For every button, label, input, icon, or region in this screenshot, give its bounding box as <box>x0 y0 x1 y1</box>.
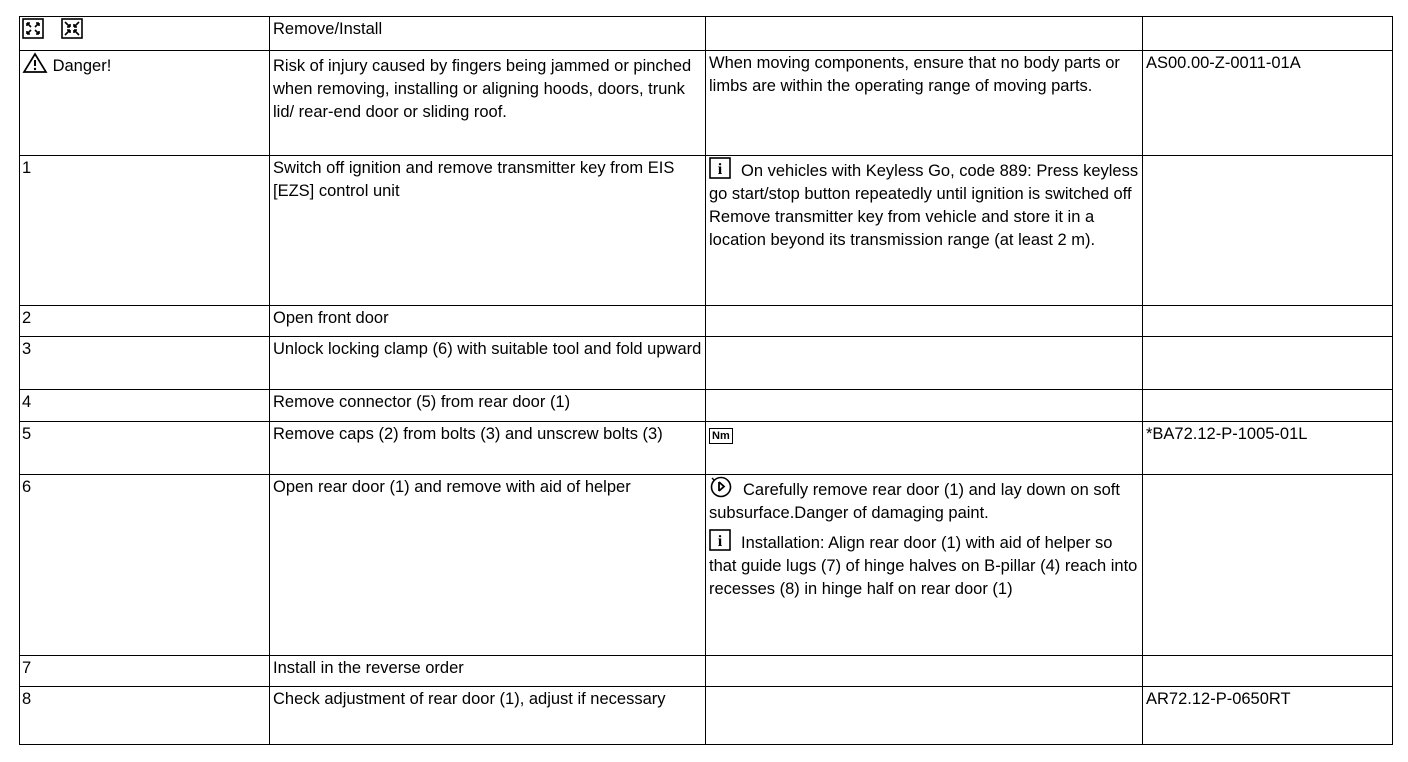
step-text: Remove caps (2) from bolts (3) and unscrew bolts (3) <box>270 422 706 475</box>
info-icon <box>709 529 731 551</box>
step-text: Switch off ignition and remove transmitter key from EIS [EZS] control unit <box>270 156 706 306</box>
table-row <box>20 687 1393 745</box>
step-note: i On vehicles with Keyless Go, code 889: Press keyless go start/stop button repeatedly until ignition is switched off Remove transmitter key from vehicle and store it in a location beyond its transmission range (at least 2 m). <box>706 156 1143 306</box>
table-row <box>20 337 1393 390</box>
danger-text: Risk of injury caused by fingers being jammed or pinched when removing, installing or aligning hoods, doors, trunk lid/ rear-end door or sliding roof. <box>270 51 706 156</box>
step-text: Open front door <box>270 306 706 337</box>
step-text: Check adjustment of rear door (1), adjust if necessary <box>270 687 706 745</box>
table-row <box>20 422 1393 475</box>
danger-row <box>20 51 1393 156</box>
header-row <box>20 17 1393 51</box>
step-number: 7 <box>20 656 270 687</box>
step-number: 1 <box>20 156 270 306</box>
step-number: 3 <box>20 337 270 390</box>
procedure-table <box>19 16 1393 745</box>
step-text: Install in the reverse order <box>270 656 706 687</box>
warning-triangle-icon <box>22 52 48 74</box>
step-note: Carefully remove rear door (1) and lay down on soft subsurface.Danger of damaging paint. i Installation: Align rear door (1) with aid of helper so that guide lugs (7) of hinge halves on B-pillar (4) reach into recesses (8) in hinge half on rear door (1) <box>706 475 1143 656</box>
caution-icon <box>709 476 733 498</box>
step-note <box>706 422 1143 475</box>
info-icon <box>709 157 731 179</box>
danger-label: Danger! <box>52 57 112 75</box>
table-row <box>20 390 1393 422</box>
remove-icon <box>22 18 44 39</box>
step-text: Remove connector (5) from rear door (1) <box>270 390 706 422</box>
step-number: 4 <box>20 390 270 422</box>
step-number: 2 <box>20 306 270 337</box>
step-number: 5 <box>20 422 270 475</box>
svg-text:i: i <box>717 533 723 550</box>
svg-text:i: i <box>717 161 723 178</box>
header-icons-cell <box>20 17 270 51</box>
table-row <box>20 475 1393 656</box>
step-ref: *BA72.12-P-1005-01L <box>1143 422 1393 475</box>
step-number: 6 <box>20 475 270 656</box>
torque-icon: Nm <box>709 428 733 444</box>
danger-note: When moving components, ensure that no body parts or limbs are within the operating range of moving parts. <box>706 51 1143 156</box>
table-row <box>20 156 1393 306</box>
table-row <box>20 306 1393 337</box>
danger-ref: AS00.00-Z-0011-01A <box>1143 51 1393 156</box>
step-number: 8 <box>20 687 270 745</box>
header-title: Remove/Install <box>270 17 706 51</box>
step-text: Unlock locking clamp (6) with suitable tool and fold upward <box>270 337 706 390</box>
step-ref: AR72.12-P-0650RT <box>1143 687 1393 745</box>
install-icon <box>61 18 83 39</box>
table-row <box>20 656 1393 687</box>
step-text: Open rear door (1) and remove with aid of helper <box>270 475 706 656</box>
